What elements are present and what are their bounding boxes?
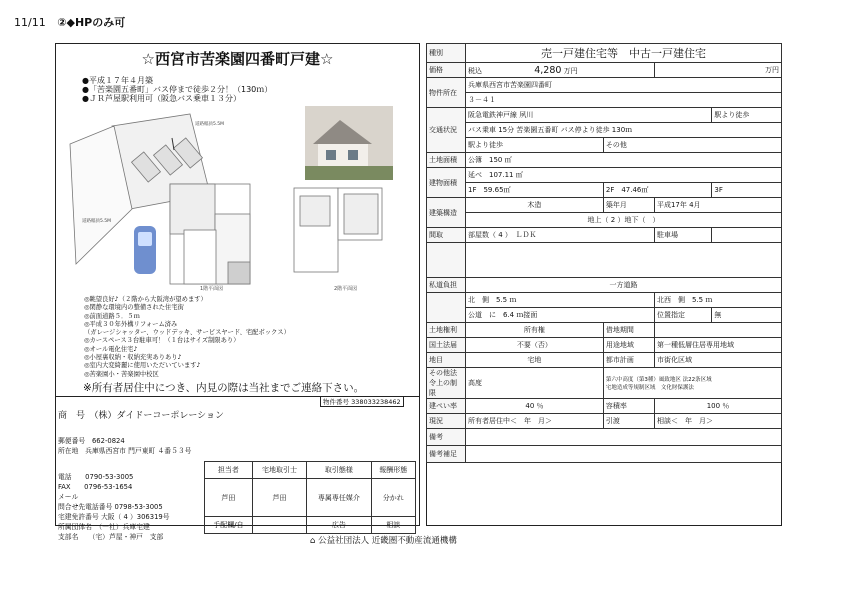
land-right-label: 土地権利 bbox=[427, 323, 466, 338]
handover-label: 引渡 bbox=[603, 414, 654, 429]
bcr-label: 建ぺい率 bbox=[427, 399, 466, 414]
status: 所有者居住中＜ 年 月＞ bbox=[466, 414, 604, 429]
floor-label: 1階平面図 bbox=[200, 286, 224, 292]
land-area: 公簿 150 ㎡ bbox=[466, 153, 782, 168]
land-cat-label: 地目 bbox=[427, 353, 466, 368]
company-fax: FAX 0796-53-1654 bbox=[58, 483, 133, 491]
remarks-label: 備考 bbox=[427, 429, 466, 446]
structure-label: 建築構造 bbox=[427, 198, 466, 228]
bus-info: バス乗車 15分 苦楽園五番町 バス停より徒歩 130ｍ bbox=[466, 123, 782, 138]
company-contact: 問合せ先電話番号 0798-53-3005 bbox=[58, 503, 163, 511]
setback-label: 私道負担 bbox=[427, 278, 466, 293]
note-item: ◎オール電化住宅♪ bbox=[84, 345, 138, 353]
price-label: 価格 bbox=[427, 63, 466, 78]
staff-bottom bbox=[252, 517, 306, 534]
staff-bottom: 手配欄/自 bbox=[205, 517, 253, 534]
far: 100 ％ bbox=[654, 399, 781, 414]
floor3-area: 3F bbox=[712, 183, 782, 198]
zoning-label: 用途地域 bbox=[603, 338, 654, 353]
staff-value: 芦田 bbox=[205, 479, 253, 517]
city-plan: 市街化区域 bbox=[654, 353, 781, 368]
staff-bottom: 広告 bbox=[307, 517, 371, 534]
note-item: ◎平成３０年外構リフォーム済み bbox=[84, 320, 178, 328]
company-branch: 支部名 （宅）芦屋・神戸 支部 bbox=[58, 533, 164, 541]
road-direction: 北 側 5.5 ｍ bbox=[466, 293, 655, 308]
staff-value: 芦田 bbox=[252, 479, 306, 517]
note-item: ◎室内大変綺麗に使用いただいています♪ bbox=[84, 362, 201, 370]
listing-title: ☆西宮市苦楽園四番町戸建☆ bbox=[141, 50, 334, 68]
company-address: 所在地 兵庫県西宮市 門戸東町 ４番５３号 bbox=[58, 447, 192, 455]
location-line1: 兵庫県西宮市苦楽園四番町 bbox=[466, 78, 782, 93]
plan-label: 位置指定 bbox=[654, 308, 711, 323]
floors: 地上（ 2 ）地下（ ） bbox=[466, 213, 782, 228]
staff-bottom: 相談 bbox=[371, 517, 415, 534]
page-header bbox=[14, 14, 125, 30]
structure: 木造 bbox=[466, 198, 604, 213]
note-item: （ガレージシャッター、ウッドデッキ、サービスヤード、宅配ボックス） bbox=[84, 329, 290, 337]
land-area-label: 土地面積 bbox=[427, 153, 466, 168]
viewing-notice: ※所有者居住中につき、内見の際は当社までご連絡下さい。 bbox=[83, 382, 365, 394]
land-right: 所有権 bbox=[466, 323, 604, 338]
train-line: 阪急電鉄神戸線 夙川 bbox=[466, 108, 712, 123]
bullet-item: ●「苦楽園五番町」バス停まで徒歩２分！（130ｍ） bbox=[82, 85, 273, 94]
location-line2: ３－４１ bbox=[466, 93, 782, 108]
staff-header: 担当者 bbox=[205, 462, 253, 479]
note-item: ◎眺望良好♪（２階から大阪湾が望めます） bbox=[84, 296, 207, 303]
road-contact: 公道 に 6.4 ｍ接面 bbox=[466, 308, 655, 323]
company-mail: メール bbox=[58, 493, 79, 501]
road-label: 道路幅員5.5M bbox=[195, 122, 225, 127]
company-zip: 郵便番号 662-0824 bbox=[58, 437, 125, 445]
staff-header: 報酬形態 bbox=[371, 462, 415, 479]
traffic-label: 交通状況 bbox=[427, 108, 466, 153]
restriction-3: 宅地造成等規制区域 文化財保護法 bbox=[605, 385, 694, 391]
floor-label: 2階平面図 bbox=[334, 286, 358, 292]
site-plan-drawing bbox=[60, 104, 416, 296]
road-label: 道路幅員5.5M bbox=[82, 219, 112, 224]
staff-header: 取引態様 bbox=[307, 462, 371, 479]
building-area-label: 建物面積 bbox=[427, 168, 466, 198]
company-tel: 電話 0790-53-3005 bbox=[58, 473, 134, 481]
far-label: 容積率 bbox=[603, 399, 654, 414]
org-logo-icon: ⌂ bbox=[310, 536, 316, 546]
city-plan-label: 都市計画 bbox=[603, 353, 654, 368]
zoning: 第一種低層住居専用地域 bbox=[654, 338, 781, 353]
price-cell: 税込 4,280 万円 bbox=[466, 63, 655, 78]
layout-label: 間取 bbox=[427, 228, 466, 243]
bullet-item: ●平成１７年４月築 bbox=[82, 76, 153, 85]
bcr: 40 ％ bbox=[466, 399, 604, 414]
company-assoc: 所属団体名 （一社）兵庫宅建 bbox=[58, 523, 150, 531]
built-label: 築年月 bbox=[603, 198, 654, 213]
land-category: 宅地 bbox=[466, 353, 604, 368]
floor1-area: 1F 59.65㎡ bbox=[466, 183, 604, 198]
notes-list bbox=[84, 296, 290, 379]
built: 平成17年 4月 bbox=[654, 198, 781, 213]
note-item: ◎小屋裏収納・収納充実ありあり♪ bbox=[84, 354, 182, 362]
remarks2-label: 備考補足 bbox=[427, 446, 466, 463]
layout: 部屋数（ 4 ） ＬＤＫ bbox=[466, 228, 655, 243]
note-item: ◎カースペース３台駐車可！（１台はサイズ制限あり） bbox=[84, 337, 240, 345]
divider bbox=[55, 396, 420, 397]
footer bbox=[310, 534, 457, 546]
location-label: 物件所在 bbox=[427, 78, 466, 108]
staff-value: 専属専任媒介 bbox=[307, 479, 371, 517]
price-extra: 万円 bbox=[654, 63, 781, 78]
station-note: 駅より徒歩 bbox=[712, 108, 782, 123]
staff-value: 分かれ bbox=[371, 479, 415, 517]
setback: 一方道路 bbox=[466, 278, 782, 293]
price-value: 4,280 bbox=[534, 64, 562, 76]
road-direction-2: 北西 側 5.5 ｍ bbox=[654, 293, 781, 308]
company-block bbox=[58, 408, 224, 541]
property-id: 物件番号 338033238462 bbox=[320, 396, 404, 407]
type-label: 種別 bbox=[427, 44, 466, 63]
walk-info: 駅より徒歩 bbox=[466, 138, 604, 153]
note-item: ◎苦楽園小・苦楽園中校区 bbox=[84, 370, 159, 378]
other-info: その他 bbox=[603, 138, 781, 153]
company-name: 商 号 （株）ダイドーコーポレーション bbox=[58, 411, 224, 421]
property-table bbox=[426, 43, 782, 463]
page-tag: ②◆HPのみ可 bbox=[57, 16, 126, 29]
law-label: 国土法届 bbox=[427, 338, 466, 353]
property-type: 売一戸建住宅等 中古一戸建住宅 bbox=[466, 44, 782, 63]
note-item: ◎前面道路５．５ｍ bbox=[84, 312, 140, 320]
handover: 相談＜ 年 月＞ bbox=[654, 414, 781, 429]
price-unit: 万円 bbox=[563, 66, 578, 75]
page-number: 11/11 bbox=[14, 16, 46, 29]
staff-header: 宅地取引士 bbox=[252, 462, 306, 479]
lease-label: 借地期間 bbox=[603, 323, 654, 338]
footer-text: 公益社団法人 近畿圏不動産流通機構 bbox=[318, 536, 457, 546]
parking-label: 駐車場 bbox=[654, 228, 711, 243]
feature-bullets bbox=[82, 76, 272, 103]
floor2-area: 2F 47.46㎡ bbox=[603, 183, 712, 198]
restriction-label: その他法令上の制限 bbox=[427, 368, 466, 399]
note-item: ◎閑静な環境内の整備された住宅街 bbox=[84, 304, 184, 312]
company-license: 宅建免許番号 大阪（ 4 ）306319号 bbox=[58, 513, 170, 521]
status-label: 現況 bbox=[427, 414, 466, 429]
law: 不要（否） bbox=[466, 338, 604, 353]
plan-value: 無 bbox=[712, 308, 782, 323]
bullet-item: ●ＪＲ芦屋駅利用可（阪急バス乗車１３分） bbox=[82, 94, 241, 103]
restriction-2: 第六中高度（第3種）風致地区 法22条区域 bbox=[605, 377, 712, 383]
building-total: 延べ 107.11 ㎡ bbox=[466, 168, 782, 183]
staff-table bbox=[204, 461, 416, 534]
restriction-1: 高度 bbox=[466, 368, 604, 399]
